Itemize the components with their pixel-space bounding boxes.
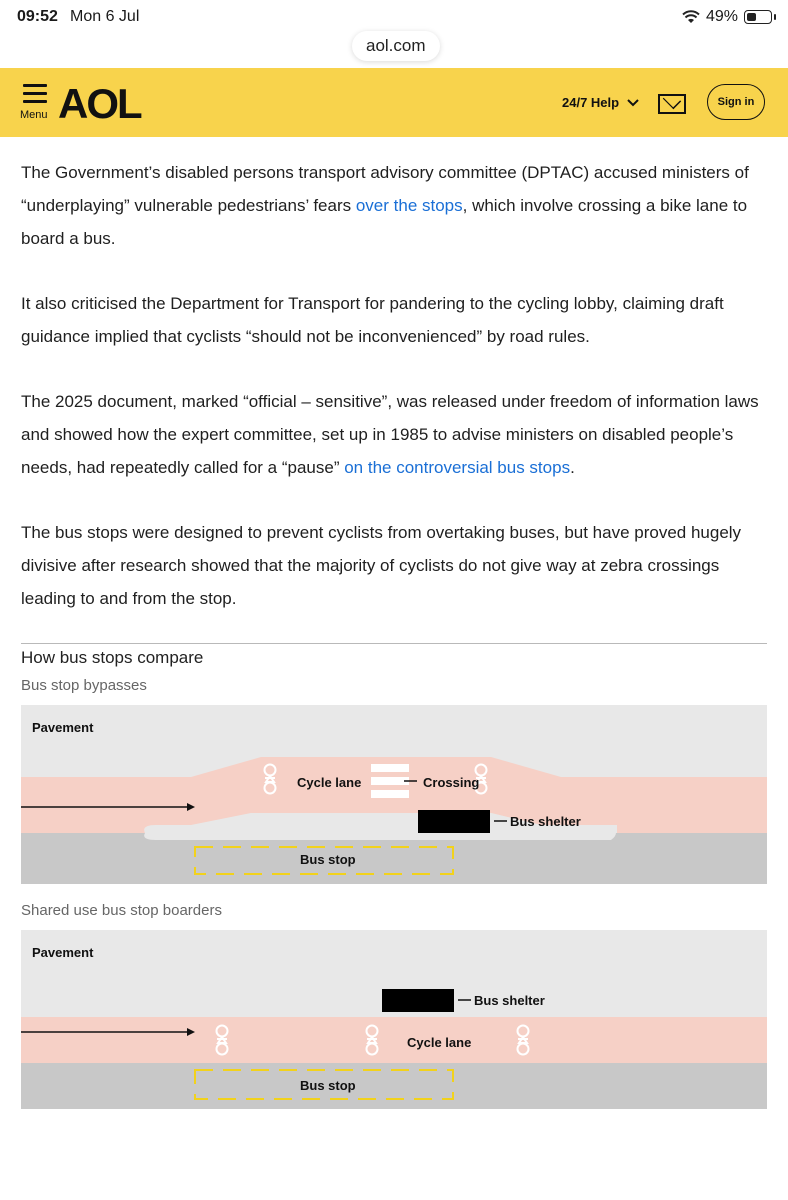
label-bus-stop: Bus stop [300,1078,356,1093]
chevron-down-icon [627,99,639,107]
menu-icon [23,84,47,108]
label-bus-shelter: Bus shelter [510,814,581,829]
url-bar[interactable]: aol.com [352,31,440,61]
diagram-bus-stop-bypass [21,705,767,884]
menu-label: Menu [20,109,48,121]
link-controversial-bus-stops[interactable]: on the controversial bus stops [344,458,571,477]
status-time: 09:52 [17,8,58,25]
help-label: 24/7 Help [562,95,620,110]
paragraph-4: The bus stops were designed to prevent cyclists from overtaking buses, but have proved hugely divisive after research showed that the majority of cyclists do not give way at zebra crossings leading to and from the stop. [21,523,742,608]
label-cycle-lane: Cycle lane [297,775,362,790]
battery-percent: 49% [705,8,738,25]
paragraph-2: It also criticised the Department for Transport for pandering to the cycling lobby, claiming draft guidance implied that cyclists “should not be inconvenienced” by road rules. [21,294,724,346]
battery-level [747,13,756,21]
graphic-title: How bus stops compare [21,648,204,667]
paragraph-3: The 2025 document, marked “official – sensitive”, was released under freedom of information laws and showed how the expert committee, set up in 1985 to advise ministers on disabled people’s needs, had repeatedly called for a “pause” on the controversial bus stops. [21,392,759,477]
label-bus-shelter: Bus shelter [474,993,545,1008]
section-divider [21,643,767,644]
pedestrian-crossing [371,764,409,798]
status-date: Mon 6 Jul [70,8,140,25]
link-over-the-stops[interactable]: over the stops [355,196,463,215]
label-cycle-lane: Cycle lane [407,1035,472,1050]
menu-button[interactable] [20,84,52,124]
bus-shelter [418,810,490,833]
bus-shelter [382,989,454,1012]
article-body [21,156,767,647]
help-dropdown[interactable] [562,95,639,110]
aol-logo[interactable]: AOL [58,80,141,127]
diagram-shared-use-boarder [21,930,767,1109]
sign-in-button[interactable]: Sign in [707,84,765,120]
mail-icon[interactable] [658,94,686,114]
paragraph-1: The Government’s disabled persons transport advisory committee (DPTAC) accused ministers of “underplaying” vulnerable pedestrians’ fears over the stops, which involve crossing a bike lane to board a bus. [21,163,749,248]
label-pavement: Pavement [32,720,94,735]
label-crossing: Crossing [423,775,480,790]
battery-icon [744,10,772,24]
diagram2-subtitle: Shared use bus stop boarders [21,902,222,919]
site-header [0,68,788,137]
label-bus-stop: Bus stop [300,852,356,867]
diagram1-subtitle: Bus stop bypasses [21,677,147,694]
status-bar [0,0,788,34]
wifi-icon [682,10,700,24]
label-pavement: Pavement [32,945,94,960]
status-indicators [682,8,772,26]
